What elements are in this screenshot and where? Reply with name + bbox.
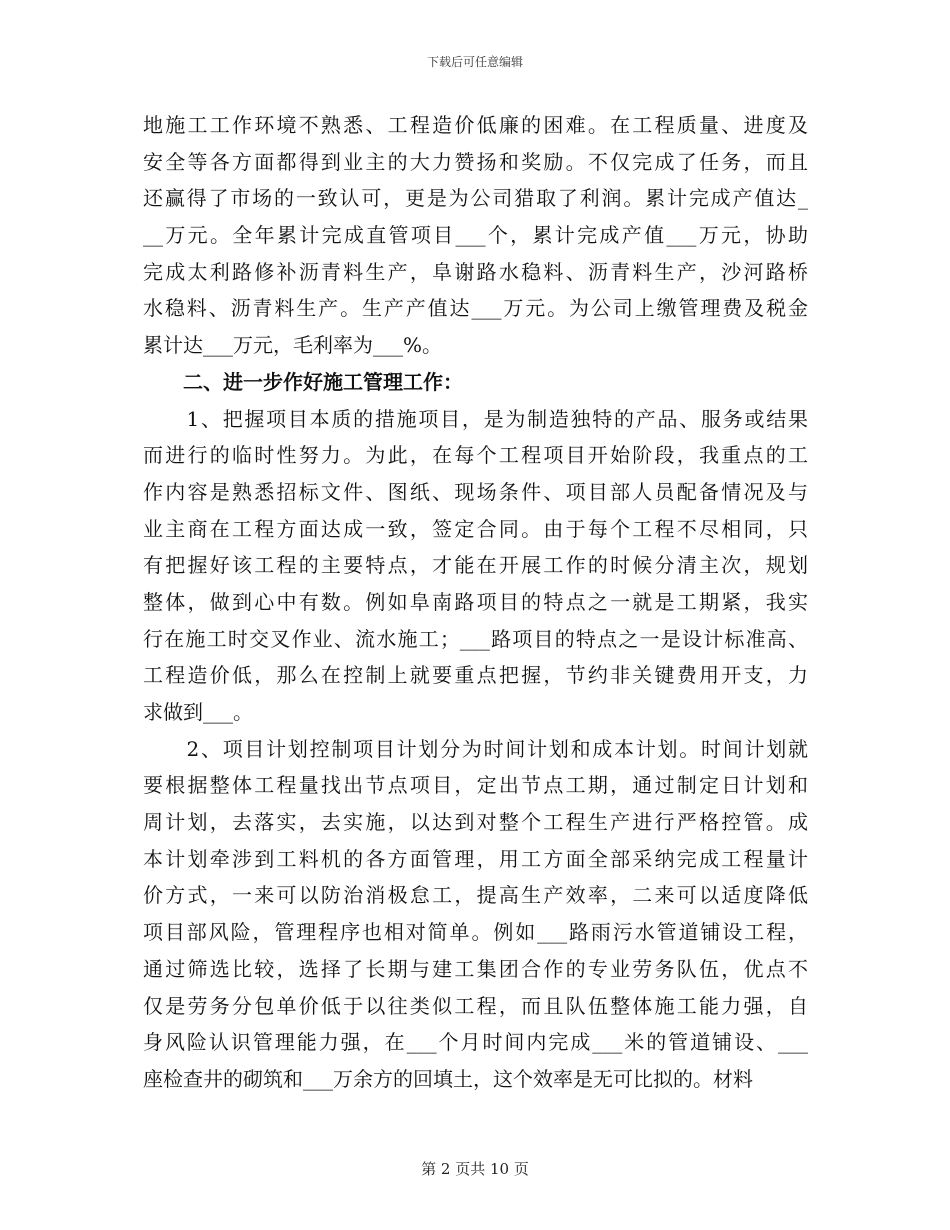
text-line: 要根据整体工程量找出节点项目，定出节点工期，通过制定日计划和 — [143, 773, 808, 798]
text-line: 地施工工作环境不熟悉、工程造价低廉的困难。在工程质量、进度及 — [143, 113, 808, 137]
document-body — [143, 107, 808, 1098]
text-line: 价方式，一来可以防治消极怠工，提高生产效率，二来可以适度降低 — [143, 883, 808, 908]
text-line: 安全等各方面都得到业主的大力赞扬和奖励。不仅完成了任务，而且 — [143, 149, 808, 174]
text-line: 1、把握项目本质的措施项目，是为制造独特的产品、服务或结果 — [143, 406, 808, 431]
text-line: 工程造价低，那么在控制上就要重点把握，节约非关键费用开支，力 — [143, 663, 808, 688]
text-line: 而进行的临时性努力。为此，在每个工程项目开始阶段，我重点的工 — [143, 443, 808, 468]
text-line: 整体，做到心中有数。例如阜南路项目的特点之一就是工期紧，我实 — [143, 589, 808, 614]
text-line: 求做到___。 — [143, 700, 253, 724]
text-line: 作内容是熟悉招标文件、图纸、现场条件、项目部人员配备情况及与 — [143, 479, 808, 504]
section-heading: 二、进一步作好施工管理工作： — [143, 369, 463, 394]
page-header: 下载后可任意编辑 — [426, 55, 523, 69]
text-line: 业主商在工程方面达成一致，签定合同。由于每个工程不尽相同，只 — [143, 516, 808, 541]
text-line: 周计划，去落实，去实施，以达到对整个工程生产进行严格控管。成 — [143, 810, 808, 835]
text-line: 身风险认识管理能力强，在___个月时间内完成___米的管道铺设、___ — [143, 1030, 808, 1055]
text-line: 还赢得了市场的一致认可，更是为公司猎取了利润。累计完成产值达_ — [143, 186, 808, 211]
text-line: 座检查井的砌筑和___万余方的回填土，这个效率是无可比拟的。材料 — [143, 1066, 753, 1091]
text-line: 仅是劳务分包单价低于以往类似工程，而且队伍整体施工能力强，自 — [143, 993, 808, 1018]
text-line: 有把握好该工程的主要特点，才能在开展工作的时候分清主次，规划 — [143, 553, 808, 578]
text-line: __万元。全年累计完成直管项目___个，累计完成产值___万元，协助 — [143, 223, 808, 248]
text-line: 水稳料、沥青料生产。生产产值达___万元。为公司上缴管理费及税金 — [143, 296, 808, 321]
text-line: 通过筛选比较，选择了长期与建工集团合作的专业劳务队伍，优点不 — [143, 956, 808, 981]
text-line: 本计划牵涉到工料机的各方面管理，用工方面全部采纳完成工程量计 — [143, 846, 808, 871]
text-line: 行在施工时交叉作业、流水施工；___路项目的特点之一是设计标准高、 — [143, 626, 808, 651]
text-line: 项目部风险，管理程序也相对简单。例如___路雨污水管道铺设工程， — [143, 920, 808, 945]
text-line: 累计达___万元，毛利率为___%。 — [143, 333, 443, 358]
text-line: 完成太利路修补沥青料生产，阜谢路水稳料、沥青料生产，沙河路桥 — [143, 259, 808, 284]
page-footer: 第 2 页共 10 页 — [421, 1160, 529, 1178]
text-line: 2、项目计划控制项目计划分为时间计划和成本计划。时间计划就 — [143, 736, 808, 761]
